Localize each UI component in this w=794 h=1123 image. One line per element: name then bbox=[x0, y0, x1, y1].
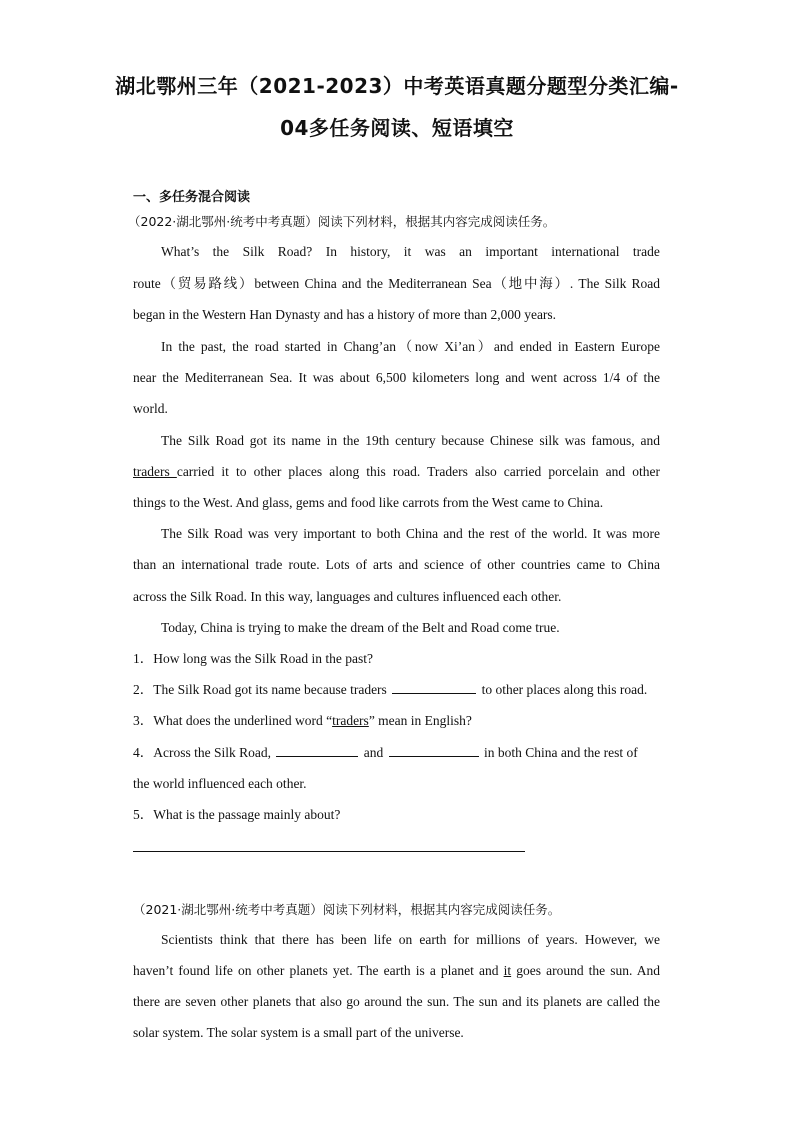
p2-line2: near the Mediterranean Sea. It was about 6,500 kilometers long and went across 1/4 of the bbox=[133, 370, 660, 385]
question-2 bbox=[133, 681, 660, 699]
word: it bbox=[403, 244, 412, 259]
question-4-text-a: 4．Across the Silk Road, bbox=[133, 745, 271, 760]
p1-line2: route（贸易路线）between China and the Mediterranean Sea（地中海）. The Silk Road bbox=[133, 276, 660, 291]
word: important bbox=[485, 244, 538, 259]
underlined-word-traders: traders bbox=[133, 464, 177, 479]
question-4-text-and: and bbox=[363, 745, 384, 760]
p1-line1 bbox=[133, 243, 660, 261]
question-1: 1．How long was the Silk Road in the past? bbox=[133, 651, 373, 666]
answer-line[interactable] bbox=[133, 851, 525, 852]
question-3-text-b: ” mean in English? bbox=[368, 713, 472, 728]
word: Road? bbox=[277, 244, 313, 259]
question-5: 5．What is the passage mainly about? bbox=[133, 807, 341, 822]
p2-line1: In the past, the road started in Chang’an（now Xi’an）and ended in Eastern Europe bbox=[161, 339, 660, 354]
s2-p1-line2-a: haven’t found life on other planets yet. The earth is a planet and bbox=[133, 963, 504, 978]
question-3 bbox=[133, 712, 660, 730]
doc-title-line1: 湖北鄂州三年（2021-2023）中考英语真题分题型分类汇编- bbox=[115, 74, 679, 98]
question-4-text-b: in both China and the rest of bbox=[484, 745, 638, 760]
question-4-continued: the world influenced each other. bbox=[133, 776, 307, 791]
word: trade bbox=[632, 244, 660, 259]
word: Silk bbox=[242, 244, 265, 259]
underlined-word-it: it bbox=[503, 963, 512, 978]
p3-line2-rest: carried it to other places along this road. Traders also carried porcelain and other bbox=[176, 464, 660, 479]
word: international bbox=[551, 244, 620, 259]
answer-blank[interactable] bbox=[392, 681, 476, 694]
s2-p1-line2 bbox=[133, 962, 660, 980]
word: the bbox=[212, 244, 230, 259]
s2-p1-line3: there are seven other planets that also go around the sun. The sun and its planets are called the bbox=[133, 994, 660, 1009]
question-2-text-a: 2．The Silk Road got its name because traders bbox=[133, 682, 387, 697]
word: What’s bbox=[161, 244, 200, 259]
s2-p1-line1: Scientists think that there has been life on earth for millions of years. However, we bbox=[161, 932, 660, 947]
word: was bbox=[424, 244, 446, 259]
word: an bbox=[459, 244, 472, 259]
question-3-underlined-word: traders bbox=[332, 713, 369, 728]
p3-line2 bbox=[133, 463, 660, 481]
p3-line1: The Silk Road got its name in the 19th century because Chinese silk was famous, and bbox=[161, 433, 660, 448]
p3-line3: things to the West. And glass, gems and food like carrots from the West came to China. bbox=[133, 495, 604, 510]
section-heading: 一、多任务混合阅读 bbox=[133, 190, 251, 205]
word: In bbox=[325, 244, 337, 259]
question-4 bbox=[133, 744, 660, 762]
answer-blank[interactable] bbox=[389, 744, 479, 757]
s2-p1-line4: solar system. The solar system is a small part of the universe. bbox=[133, 1025, 464, 1040]
p5-line1: Today, China is trying to make the dream of the Belt and Road come true. bbox=[161, 620, 560, 635]
question-2-text-b: to other places along this road. bbox=[481, 682, 648, 697]
answer-blank[interactable] bbox=[276, 744, 358, 757]
p4-line1: The Silk Road was very important to both China and the rest of the world. It was more bbox=[161, 526, 660, 541]
word: history, bbox=[350, 244, 391, 259]
p1-line3: began in the Western Han Dynasty and has a history of more than 2,000 years. bbox=[133, 307, 557, 322]
p2-line3: world. bbox=[133, 401, 168, 416]
s2-p1-line2-b: goes around the sun. And bbox=[511, 963, 660, 978]
p4-line3: across the Silk Road. In this way, languages and cultures influenced each other. bbox=[133, 589, 562, 604]
source-note-2022: （2022·湖北鄂州·统考中考真题）阅读下列材料，根据其内容完成阅读任务。 bbox=[128, 214, 556, 229]
source-note-2021: （2021·湖北鄂州·统考中考真题）阅读下列材料，根据其内容完成阅读任务。 bbox=[133, 902, 561, 917]
question-3-text-a: 3．What does the underlined word “ bbox=[133, 713, 333, 728]
doc-title-line2: 04多任务阅读、短语填空 bbox=[280, 116, 514, 140]
p4-line2: than an international trade route. Lots of arts and science of other countries came to China bbox=[133, 557, 660, 572]
